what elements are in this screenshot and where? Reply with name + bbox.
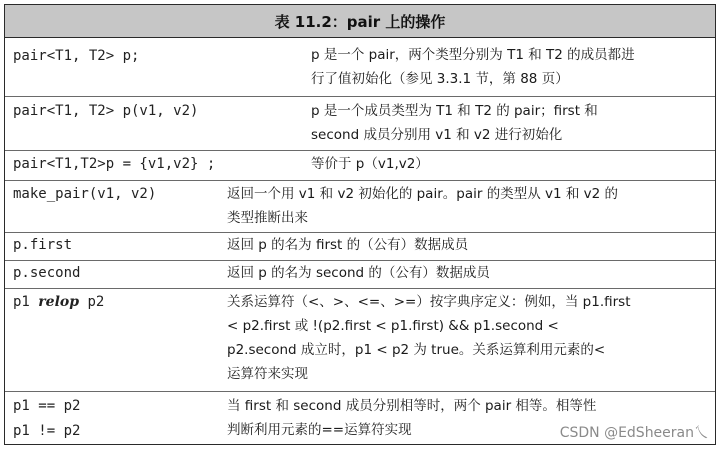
code-cell: pair<T1,T2>p = {v1,v2} ; — [13, 156, 216, 172]
desc-line: < p2.first 或 !(p2.first < p1.first) && p1.second < — [227, 318, 559, 334]
desc-line: p 是一个 pair，两个类型分别为 T1 和 T2 的成员都进 — [311, 47, 635, 63]
pair-operations-table — [4, 4, 716, 445]
table-row — [5, 150, 715, 181]
desc-line: 等价于 p（v1,v2） — [311, 156, 429, 172]
desc-line: 返回 p 的名为 first 的（公有）数据成员 — [227, 237, 469, 253]
code-cell — [13, 290, 104, 314]
code-cell: p.second — [13, 265, 81, 281]
desc-line: 类型推断出来 — [227, 210, 308, 226]
desc-line: 判断利用元素的==运算符实现 — [227, 422, 412, 438]
desc-line: 当 first 和 second 成员分别相等时，两个 pair 相等。相等性 — [227, 398, 597, 414]
table-row — [5, 38, 715, 97]
desc-line: p 是一个成员类型为 T1 和 T2 的 pair；first 和 — [311, 103, 598, 119]
code-cell: pair<T1, T2> p; — [13, 48, 140, 64]
desc-line: 返回 p 的名为 second 的（公有）数据成员 — [227, 265, 490, 281]
csdn-watermark: CSDN @EdSheeran乀 — [558, 422, 710, 442]
table-row — [5, 260, 715, 289]
code-post: p2 — [79, 294, 105, 310]
table-row — [5, 288, 715, 392]
desc-line: 关系运算符（<、>、<=、>=）按字典序定义：例如，当 p1.first — [227, 294, 631, 310]
code-cell: pair<T1, T2> p(v1, v2) — [13, 103, 199, 119]
code-cell: make_pair(v1, v2) — [13, 186, 157, 202]
code-italic-relop: relop — [38, 294, 80, 310]
desc-line: 行了值初始化（参见 3.3.1 节，第 88 页） — [311, 71, 569, 87]
desc-line: p2.second 成立时，p1 < p2 为 true。关系运算利用元素的< — [227, 342, 606, 358]
code-pre: p1 — [13, 294, 39, 310]
code-cell: p.first — [13, 237, 73, 253]
desc-line: 运算符来实现 — [227, 366, 308, 382]
desc-line: 返回一个用 v1 和 v2 初始化的 pair。pair 的类型从 v1 和 v2 的 — [227, 186, 619, 202]
code-cell: p1 == p2 — [13, 398, 81, 414]
desc-line: second 成员分别用 v1 和 v2 进行初始化 — [311, 127, 563, 143]
table-row — [5, 96, 715, 151]
table-row — [5, 180, 715, 233]
table-row — [5, 232, 715, 261]
code-cell: p1 != p2 — [13, 423, 81, 439]
table-caption: 表 11.2：pair 上的操作 — [5, 5, 715, 38]
